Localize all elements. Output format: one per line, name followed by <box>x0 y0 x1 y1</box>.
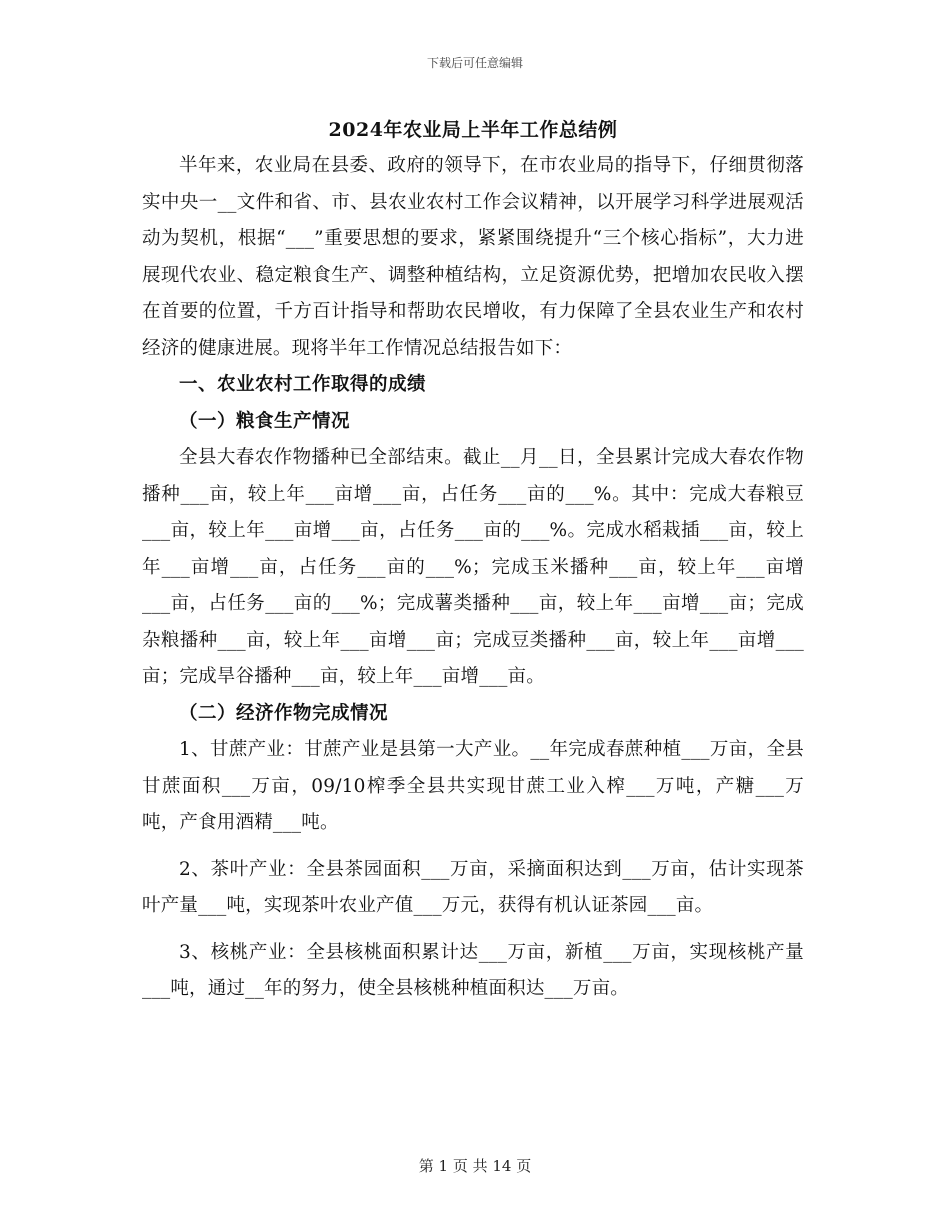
sugarcane-paragraph: 1、甘蔗产业：甘蔗产业是县第一大产业。__年完成春蔗种植___万亩，全县甘蔗面积___万亩，09/10榨季全县共实现甘蔗工业入榨___万吨，产糖___万吨，产食用酒精___吨。 <box>142 739 804 833</box>
document-body <box>142 112 804 1008</box>
paragraph-spacer <box>142 842 804 852</box>
section-heading-achievements: 一、农业农村工作取得的成绩 <box>179 374 427 395</box>
paragraph-spacer <box>142 925 804 935</box>
intro-paragraph: 半年来，农业局在县委、政府的领导下，在市农业局的指导下，仔细贯彻落实中央一__文件和省、市、县农业农村工作会议精神，以开展学习科学进展观活动为契机，根据“___”重要思想的要求，紧紧围绕提升“三个核心指标”，大力进展现代农业、稳定粮食生产、调整种植结构，立足资源优势，把增加农民收入摆在首要的位置，千方百计指导和帮助农民增收，有力保障了全县农业生产和农村经济的健康进展。现将半年工作情况总结报告如下： <box>142 155 804 359</box>
grain-production-paragraph: 全县大春农作物播种已全部结束。截止__月__日，全县累计完成大春农作物播种___亩，较上年___亩增___亩，占任务___亩的___%。其中：完成大春粮豆___亩，较上年___亩增___亩，占任务___亩的___%。完成水稻栽插___亩，较上年___亩增___亩，占任务___亩的___%；完成玉米播种___亩，较上年___亩增___亩，占任务___亩的___%；完成薯类播种___亩，较上年___亩增___亩；完成杂粮播种___亩，较上年___亩增___亩；完成豆类播种___亩，较上年___亩增___亩；完成旱谷播种___亩，较上年___亩增___亩。 <box>142 447 804 687</box>
subsection-heading-cash-crops: （二）经济作物完成情况 <box>179 702 389 724</box>
walnut-paragraph: 3、核桃产业：全县核桃面积累计达___万亩，新植___万亩，实现核桃产量___吨，通过__年的努力，使全县核桃种植面积达___万亩。 <box>142 941 804 999</box>
tea-paragraph: 2、茶叶产业：全县茶园面积___万亩，采摘面积达到___万亩，估计实现茶叶产量___吨，实现茶叶农业产值___万元，获得有机认证茶园___亩。 <box>142 858 804 916</box>
document-title: 2024年农业局上半年工作总结例 <box>328 119 618 141</box>
subsection-heading-grain: （一）粮食生产情况 <box>179 410 351 432</box>
page-footer: 第 1 页 共 14 页 <box>418 1157 532 1175</box>
header-note: 下载后可任意编辑 <box>426 56 523 70</box>
